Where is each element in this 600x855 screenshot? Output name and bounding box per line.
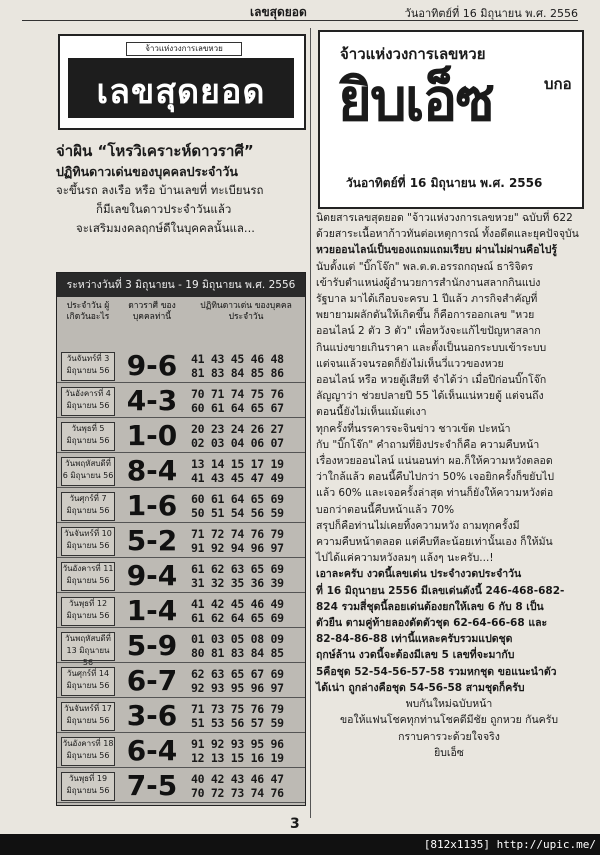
row-day: วันศุกร์ที่ 7 มิถุนายน 56: [61, 492, 115, 521]
row-numbers-line1: 01 03 05 08 09: [191, 632, 284, 646]
row-numbers: [191, 492, 301, 520]
table-row: [57, 559, 305, 593]
table-row: [57, 524, 305, 558]
row-numbers-line2: 31 32 35 36 39: [191, 576, 284, 590]
article-line: แล้ว 60% และเจอครั้งล่าสุด ท่านก็ยังให้ความหวังต่อ: [316, 487, 554, 500]
row-numbers: [191, 352, 301, 380]
article-line: ว่าใกล้แล้ว ตอนนี้คืบไปกว่า 50% เจอยิกครั้งก็ขยับไป: [316, 471, 555, 484]
article-body: [316, 210, 582, 761]
row-main-number: 6-4: [126, 734, 178, 767]
row-main-number: 1-6: [126, 489, 178, 522]
header-rule: [22, 20, 578, 21]
row-numbers-line1: 41 42 45 46 49: [191, 597, 284, 611]
row-separator: [57, 487, 305, 488]
row-numbers-line1: 91 92 93 95 96: [191, 737, 284, 751]
table-row: [57, 769, 305, 803]
row-separator: [57, 452, 305, 453]
row-numbers-line2: 60 61 64 65 67: [191, 401, 284, 415]
row-numbers: [191, 667, 301, 695]
right-date: วันอาทิตย์ที่ 16 มิถุนายน พ.ศ. 2556: [346, 176, 543, 190]
article-line: ฤกษ์ล้าน งวดนี้จะต้องมีเลข 5 เลขที่จะมากับ: [316, 649, 515, 662]
row-day: วันจันทร์ที่ 10 มิถุนายน 56: [61, 527, 115, 556]
article-line: ออนไลน์ 2 ตัว 3 ตัว" เพื่อหวังจะแก้ไขปัญหาสลาก: [316, 325, 541, 338]
article-line: พบกันใหม่ฉบับหน้า: [405, 698, 493, 711]
lucky-number-table: [56, 272, 306, 806]
row-numbers-line1: 61 62 63 65 69: [191, 562, 284, 576]
row-main-number: 8-4: [126, 454, 178, 487]
row-separator: [57, 557, 305, 558]
row-day: วันพุธที่ 12 มิถุนายน 56: [61, 597, 115, 626]
row-numbers: [191, 772, 301, 800]
intro-line: จ่าผิน “โหรวิเคราะห์ดาวราศี”: [56, 142, 254, 160]
row-numbers-line1: 70 71 74 75 76: [191, 387, 284, 401]
article-line: ความคืบหน้าตลอด แต่คืบทีละน้อยเท่านั้นเอง ก็ให้มัน: [316, 536, 553, 549]
article-line: หวยออนไลน์เป็นของแถมแถมเรียบ ผ่านไม่ผ่านคือไปรู้: [316, 244, 558, 257]
row-numbers: [191, 702, 301, 730]
row-numbers-line2: 41 43 45 47 49: [191, 471, 284, 485]
right-logo: [318, 30, 584, 209]
row-main-number: 7-5: [126, 769, 178, 802]
article-line: กับ "บิ๊กโจ๊ก" คำถามที่ยิงประจำก็คือ ความคืบหน้า: [316, 438, 540, 451]
row-numbers-line1: 71 73 75 76 79: [191, 702, 284, 716]
intro-line: ก็มีเลขในดาวประจำวันแล้ว: [96, 202, 232, 216]
page-number: 3: [290, 816, 300, 832]
row-numbers-line2: 70 72 73 74 76: [191, 786, 284, 800]
article-line: เอาละครับ งวดนี้เลขเด่น ประจำงวดประจำวัน: [316, 568, 522, 581]
row-numbers-line2: 51 53 56 57 59: [191, 716, 284, 730]
left-logo: [58, 34, 306, 130]
row-separator: [57, 382, 305, 383]
article-line: ตอนนี้ยังไม่เห็นแม้แต่เงา: [316, 406, 427, 419]
row-numbers-line1: 20 23 24 26 27: [191, 422, 284, 436]
intro-text: [56, 140, 306, 238]
row-numbers-line2: 81 83 84 85 86: [191, 366, 284, 380]
table-row: [57, 419, 305, 453]
row-numbers: [191, 457, 301, 485]
article-line: นิตยสารเลขสุดยอด "จ้าวแห่งวงการเลขหวย" ฉบับที่ 622: [316, 212, 573, 224]
table-row: [57, 594, 305, 628]
row-numbers-line1: 60 61 64 65 69: [191, 492, 284, 506]
logo-text: เลขสุดยอด: [96, 72, 266, 112]
article-line: ไปได้แค่ความหวังลมๆ แล้งๆ นะครับ...!: [316, 552, 494, 565]
row-numbers: [191, 737, 301, 765]
row-numbers-line2: 61 62 64 65 69: [191, 611, 284, 625]
right-side-text: บกอ: [544, 75, 572, 93]
table-title: ระหว่างวันที่ 3 มิถุนายน - 19 มิถุนายน พ.ศ. 2556: [57, 273, 305, 297]
row-separator: [57, 767, 305, 768]
row-separator: [57, 417, 305, 418]
table-row: [57, 454, 305, 488]
article-line: ได้เน่า ถูกล่างคือชุด 54-56-58 สามชุดก็ครับ: [316, 681, 525, 694]
header-date: วันอาทิตย์ที่ 16 มิถุนายน พ.ศ. 2556: [404, 7, 578, 20]
row-separator: [57, 592, 305, 593]
row-numbers-line1: 41 43 45 46 48: [191, 352, 284, 366]
intro-line: จะเสริมมงคลฤกษ์ดีในบุคคลนั้นแล...: [76, 221, 255, 235]
row-main-number: 6-7: [126, 664, 178, 697]
article-line: ขอให้แฟนโชคทุกท่านโชคดีมีชัย ถูกหวย กันครับ: [339, 714, 558, 727]
row-day: วันพุธที่ 19 มิถุนายน 56: [61, 772, 115, 801]
article-line: เข้ารับตำแหน่งผู้อำนวยการสำนักงานสลากกินแบ่ง: [316, 276, 541, 289]
article-line: ทุกครั้งที่นรรคารจะจินข่าว ชาวเข้ต ปะหน้า: [316, 422, 511, 435]
row-numbers: [191, 597, 301, 625]
watermark: [812x1135] http://upic.me/: [423, 838, 596, 851]
right-tag: จ้าวแห่งวงการเลขหวย: [340, 45, 486, 63]
table-row: [57, 664, 305, 698]
row-numbers-line2: 91 92 94 96 97: [191, 541, 284, 555]
row-day: วันพุธที่ 5 มิถุนายน 56: [61, 422, 115, 451]
row-numbers: [191, 387, 301, 415]
row-day: วันอังคารที่ 4 มิถุนายน 56: [61, 387, 115, 416]
intro-line: ปฏิทินดาวเด่นของบุคคลประจำวัน: [56, 164, 238, 179]
table-row: [57, 734, 305, 768]
row-separator: [57, 732, 305, 733]
article-line: รัฐบาล มาได้เกือบจะครบ 1 ปีแล้ว ภารกิจสำคัญที่: [316, 293, 538, 306]
col-header-numbers: ปฏิทินดาวเด่น ของบุคคลประจำวัน: [200, 301, 292, 322]
article-line: ลัญญาว่า ช่วยปลายปี 55 ได้เห็นแน่หวยตู้ แต่จนถึง: [316, 390, 544, 403]
article-line: เรื่องหวยออนไลน์ แน่นอนท่า ผอ.ก็ให้ความหวังตลอด: [316, 455, 553, 468]
column-divider: [310, 28, 311, 818]
intro-line: จะขึ้นรถ ลงเรือ หรือ บ้านเลขที่ ทะเบียนรถ: [56, 183, 264, 197]
article-line: นับตั้งแต่ "บิ๊กโจ๊ก" พล.ต.ต.อรรถกฤษณ์ ธาริจิตร: [316, 260, 534, 273]
row-separator: [57, 697, 305, 698]
table-row: [57, 384, 305, 418]
article-line: กราบคารวะด้วยใจจริง: [398, 730, 500, 743]
row-numbers-line2: 92 93 95 96 97: [191, 681, 284, 695]
row-main-number: 5-9: [126, 629, 178, 662]
row-main-number: 5-2: [126, 524, 178, 557]
article-line: ด้วยสาระเนื้อหาก้าวทันต่อเหตุการณ์ ทั้งอดีตและยุคปัจจุบัน: [316, 228, 579, 241]
article-line: กินแบ่งขายเกินราคา และตั้งเป็นนอกระบบเข้าระบบ: [316, 341, 547, 354]
row-numbers-line2: 80 81 83 84 85: [191, 646, 284, 660]
article-line: ยิบเอ็ซ: [434, 746, 464, 759]
row-numbers: [191, 562, 301, 590]
right-logo-text: ยิบเอ็ซ: [338, 66, 493, 134]
row-main-number: 1-4: [126, 594, 178, 627]
col-header-star: ดาวราศี ของบุคคลท่านี้: [128, 301, 176, 322]
row-main-number: 9-6: [126, 349, 178, 382]
article-line: 5คือชุด 52-54-56-57-58 รวมหกชุด ขอแนะนำตัว: [316, 665, 557, 678]
top-bar: [0, 0, 600, 22]
row-separator: [57, 802, 305, 803]
row-main-number: 3-6: [126, 699, 178, 732]
table-row: [57, 629, 305, 663]
row-day: วันศุกร์ที่ 14 มิถุนายน 56: [61, 667, 115, 696]
row-numbers-line2: 02 03 04 06 07: [191, 436, 284, 450]
row-main-number: 9-4: [126, 559, 178, 592]
row-numbers-line2: 12 13 15 16 19: [191, 751, 284, 765]
row-numbers-line1: 13 14 15 17 19: [191, 457, 284, 471]
row-numbers-line1: 62 63 65 67 69: [191, 667, 284, 681]
logo-tag: จ้าวแห่งวงการเลขหวย: [126, 42, 242, 56]
table-row: [57, 699, 305, 733]
col-header-day: ประจำวัน ผู้เกิดวันอะไร: [66, 301, 110, 322]
table-row: [57, 349, 305, 383]
article-line: 82-84-86-88 เท่านี้แหละครับรวมแปดชุด: [316, 633, 513, 646]
article-line: พยายามผลักดันให้เกิดขึ้น ก็คือการออกเลข "หวย: [316, 309, 535, 322]
row-numbers-line2: 50 51 54 56 59: [191, 506, 284, 520]
row-day: วันพฤหัสบดีที่ 13 มิถุนายน: [61, 632, 115, 661]
row-main-number: 4-3: [126, 384, 178, 417]
logo-banner: [68, 58, 294, 118]
row-numbers: [191, 527, 301, 555]
article-line: ตัวยืน ตามคู่ท้ายลองดัตตัวชุด 62-64-66-68 และ: [316, 617, 548, 630]
article-line: 824 รวมสี่ชุดนี้ลอยเด่นต้องยกให้เลข 6 กับ 8 เป็น: [316, 600, 544, 613]
table-row: [57, 489, 305, 523]
row-day: วันจันทร์ที่ 17 มิถุนายน 56: [61, 702, 115, 731]
masthead: เลขสุดยอด: [250, 5, 307, 19]
row-day: วันพฤหัสบดีที่ 6 มิถุนายน 56: [61, 457, 115, 486]
row-separator: [57, 662, 305, 663]
row-main-number: 1-0: [126, 419, 178, 452]
article-line: แต่จนแล้วจนรอดก็ยังไม่เห็นวี่แววของหวย: [316, 357, 504, 370]
row-day: วันอังคารที่ 18 มิถุนายน 56: [61, 737, 115, 766]
row-numbers: [191, 632, 301, 660]
row-numbers-line1: 71 72 74 76 79: [191, 527, 284, 541]
row-numbers-line1: 40 42 43 46 47: [191, 772, 284, 786]
footer-bar: [0, 834, 600, 855]
row-day: วันอังคารที่ 11 มิถุนายน 56: [61, 562, 115, 591]
article-line: สรุปก็คือท่านไม่เคยทิ้งความหวัง ถามทุกครั้งมี: [316, 519, 520, 532]
row-separator: [57, 522, 305, 523]
article-line: บอกว่าตอนนี้คืบหน้าแล้ว 70%: [316, 503, 455, 516]
article-line: ออนไลน์ หรือ หวยตู้เสียที จำได้ว่า เมื่อปีก่อนบิ๊กโจ๊ก: [316, 374, 547, 387]
row-separator: [57, 627, 305, 628]
article-line: ที่ 16 มิถุนายน 2556 มีเลขเด่นดังนี้ 246-468-682-: [316, 584, 565, 597]
row-numbers: [191, 422, 301, 450]
row-day: วันจันทร์ที่ 3 มิถุนายน 56: [61, 352, 115, 381]
